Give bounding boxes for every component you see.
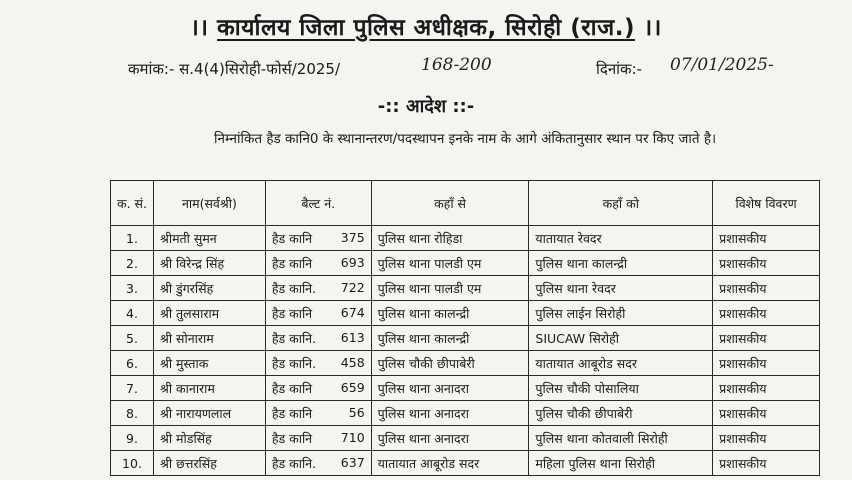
cell-remarks: प्रशासकीय <box>713 351 820 376</box>
office-header <box>0 10 852 42</box>
table-row <box>111 451 820 476</box>
reference-number-label: कमांक:- स.4(4)सिरोही-फोर्स/2025/ <box>128 60 341 78</box>
belt-label: हैड कानि <box>271 380 313 396</box>
cell-belt <box>265 401 371 426</box>
table-row <box>111 251 820 276</box>
table-row <box>111 426 820 451</box>
cell-from: यातायात आबूरोड सदर <box>371 451 529 476</box>
cell-name: श्री छत्तरसिंह <box>153 451 265 476</box>
cell-remarks: प्रशासकीय <box>713 301 820 326</box>
belt-number: 722 <box>340 279 365 295</box>
cell-remarks: प्रशासकीय <box>713 401 820 426</box>
cell-belt <box>265 326 371 351</box>
belt-number: 710 <box>340 429 365 445</box>
belt-label: हैड कानि <box>271 255 313 271</box>
cell-from: पुलिस चौकी छीपाबेरी <box>371 351 529 376</box>
order-heading: -:: आदेश ::- <box>377 96 475 117</box>
cell-serial: 3. <box>111 276 154 301</box>
cell-to: पुलिस चौकी पोसालिया <box>529 376 713 401</box>
cell-to: महिला पुलिस थाना सिरोही <box>529 451 713 476</box>
cell-belt <box>265 376 371 401</box>
cell-to: पुलिस थाना रेवदर <box>529 276 713 301</box>
belt-number: 693 <box>340 254 365 270</box>
belt-label: हैड कानि <box>271 230 313 246</box>
cell-remarks: प्रशासकीय <box>713 326 820 351</box>
reference-line <box>128 55 832 85</box>
table-header-row <box>111 181 820 226</box>
cell-to: यातायात रेवदर <box>529 226 713 251</box>
header-serial: क. सं. <box>111 181 154 226</box>
cell-to: पुलिस थाना कालन्द्री <box>529 251 713 276</box>
cell-remarks: प्रशासकीय <box>713 276 820 301</box>
office-title: कार्यालय जिला पुलिस अधीक्षक, सिरोही (राज.) <box>217 15 635 41</box>
cell-belt <box>265 226 371 251</box>
cell-name: श्री मुस्ताक <box>153 351 265 376</box>
cell-belt <box>265 351 371 376</box>
cell-remarks: प्रशासकीय <box>713 226 820 251</box>
header-right-marks: ।। <box>643 15 662 41</box>
header-remarks: विशेष विवरण <box>713 181 820 226</box>
belt-number: 613 <box>340 329 365 345</box>
belt-number: 659 <box>340 379 365 395</box>
belt-label: हैड कानि <box>271 405 313 421</box>
cell-name: श्री विरेन्द्र सिंह <box>153 251 265 276</box>
cell-to: यातायात आबूरोड सदर <box>529 351 713 376</box>
belt-label: हैड कानि. <box>271 280 317 296</box>
cell-name: श्री मोडसिंह <box>153 426 265 451</box>
table-row <box>111 401 820 426</box>
cell-remarks: प्रशासकीय <box>713 376 820 401</box>
belt-number: 458 <box>340 354 365 370</box>
cell-from: पुलिस थाना अनादरा <box>371 376 529 401</box>
cell-from: पुलिस थाना कालन्द्री <box>371 301 529 326</box>
belt-number: 637 <box>340 454 365 470</box>
cell-from: पुलिस थाना पालडी एम <box>371 276 529 301</box>
belt-label: हैड कानि <box>271 305 313 321</box>
cell-from: पुलिस थाना अनादरा <box>371 426 529 451</box>
cell-name: श्री डुंगरसिंह <box>153 276 265 301</box>
transfer-table <box>110 180 820 476</box>
cell-belt <box>265 426 371 451</box>
cell-belt <box>265 451 371 476</box>
intro-paragraph: निम्नांकित हैड कानि0 के स्थानान्तरण/पदस्थापन इनके नाम के आगे अंकितानुसार स्थान पर किए जाते है। <box>214 131 717 147</box>
cell-from: पुलिस थाना पालडी एम <box>371 251 529 276</box>
cell-name: श्री सोनाराम <box>153 326 265 351</box>
cell-to: SIUCAW सिरोही <box>529 326 713 351</box>
cell-name: श्री तुलसाराम <box>153 301 265 326</box>
cell-remarks: प्रशासकीय <box>713 426 820 451</box>
cell-to: पुलिस लाईन सिरोही <box>529 301 713 326</box>
cell-belt <box>265 251 371 276</box>
cell-serial: 5. <box>111 326 154 351</box>
header-from: कहाँ से <box>371 181 529 226</box>
header-left-marks: ।। <box>190 15 209 41</box>
header-to: कहाँ को <box>529 181 713 226</box>
cell-name: श्री नारायणलाल <box>153 401 265 426</box>
cell-name: श्रीमती सुमन <box>153 226 265 251</box>
cell-serial: 8. <box>111 401 154 426</box>
cell-to: पुलिस चौकी छीपाबेरी <box>529 401 713 426</box>
table-row <box>111 276 820 301</box>
table-row <box>111 351 820 376</box>
cell-name: श्री कानाराम <box>153 376 265 401</box>
header-belt-no: बैल्ट नं. <box>265 181 371 226</box>
belt-number: 674 <box>340 304 365 320</box>
cell-belt <box>265 276 371 301</box>
cell-serial: 7. <box>111 376 154 401</box>
cell-remarks: प्रशासकीय <box>713 451 820 476</box>
header-name: नाम(सर्वश्री) <box>153 181 265 226</box>
belt-label: हैड कानि. <box>271 330 317 346</box>
cell-remarks: प्रशासकीय <box>713 251 820 276</box>
table-row <box>111 301 820 326</box>
cell-serial: 4. <box>111 301 154 326</box>
belt-label: हैड कानि. <box>271 355 317 371</box>
handwritten-date: 07/01/2025- <box>670 55 774 75</box>
belt-label: हैड कानि. <box>271 455 317 471</box>
cell-from: पुलिस थाना रोहिडा <box>371 226 529 251</box>
cell-belt <box>265 301 371 326</box>
table-row <box>111 326 820 351</box>
cell-serial: 2. <box>111 251 154 276</box>
belt-label: हैड कानि <box>271 430 313 446</box>
date-label: दिनांक:- <box>596 60 643 78</box>
cell-to: पुलिस थाना कोतवाली सिरोही <box>529 426 713 451</box>
cell-serial: 10. <box>111 451 154 476</box>
table-row <box>111 376 820 401</box>
cell-serial: 9. <box>111 426 154 451</box>
cell-serial: 1. <box>111 226 154 251</box>
cell-from: पुलिस थाना कालन्द्री <box>371 326 529 351</box>
belt-number: 56 <box>348 404 365 420</box>
cell-from: पुलिस थाना अनादरा <box>371 401 529 426</box>
belt-number: 375 <box>340 229 365 245</box>
cell-serial: 6. <box>111 351 154 376</box>
table-row <box>111 226 820 251</box>
handwritten-reference-number: 168-200 <box>421 55 492 75</box>
